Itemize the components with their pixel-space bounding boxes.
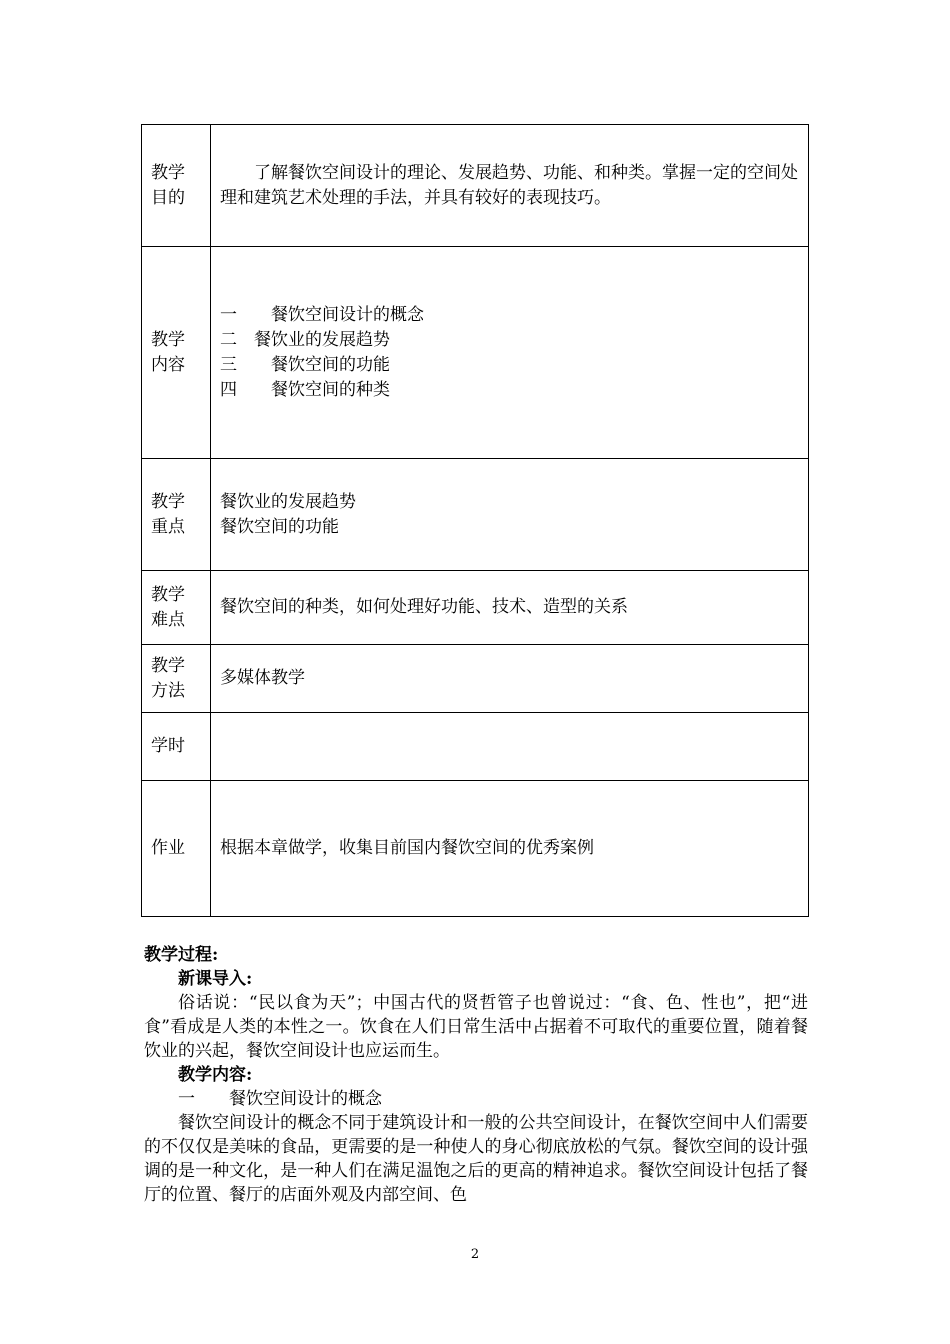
row-label: 学时: [142, 713, 211, 781]
row-content: 多媒体教学: [211, 645, 809, 713]
row-content: 一 餐饮空间设计的概念 二 餐饮业的发展趋势 三 餐饮空间的功能 四 餐饮空间的种类: [211, 247, 809, 459]
lesson-plan-table: [141, 124, 809, 917]
row-content: [211, 713, 809, 781]
teaching-process-section: [144, 943, 808, 1207]
item-title: 一 餐饮空间设计的概念: [178, 1089, 382, 1109]
table-row: [142, 781, 809, 917]
page-number: 2: [470, 1247, 480, 1262]
table-row: [142, 125, 809, 247]
table-row: [142, 459, 809, 571]
row-label: 教学方法: [142, 645, 211, 713]
item-paragraph: 餐饮空间设计的概念不同于建筑设计和一般的公共空间设计，在餐饮空间中人们需要的不仅仅是美味的食品，更需要的是一种使人的身心彻底放松的气氛。餐饮空间的设计强调的是一种文化，是一种人们在满足温饱之后的更高的精神追求。餐饮空间设计包括了餐厅的位置、餐厅的店面外观及内部空间、色: [144, 1113, 808, 1205]
intro-paragraph: 俗话说：“民以食为天”；中国古代的贤哲管子也曾说过：“食、色、性也”，把“进食”看成是人类的本性之一。饮食在人们日常生活中占据着不可取代的重要位置，随着餐饮业的兴起，餐饮空间设计也应运而生。: [144, 993, 808, 1061]
row-label: 教学重点: [142, 459, 211, 571]
table-row: [142, 247, 809, 459]
row-content: 根据本章做学，收集目前国内餐饮空间的优秀案例: [211, 781, 809, 917]
content-heading: 教学内容:: [178, 1065, 253, 1085]
row-label: 教学内容: [142, 247, 211, 459]
process-heading: 教学过程:: [144, 945, 219, 965]
table-row: [142, 713, 809, 781]
row-label: 教学难点: [142, 571, 211, 645]
row-content: 餐饮空间的种类，如何处理好功能、技术、造型的关系: [211, 571, 809, 645]
row-content: 了解餐饮空间设计的理论、发展趋势、功能、和种类。掌握一定的空间处理和建筑艺术处理的手法，并具有较好的表现技巧。: [211, 125, 809, 247]
row-label: 教学目的: [142, 125, 211, 247]
row-label: 作业: [142, 781, 211, 917]
row-content: 餐饮业的发展趋势 餐饮空间的功能: [211, 459, 809, 571]
intro-heading: 新课导入:: [178, 969, 253, 989]
table-row: [142, 645, 809, 713]
table-row: [142, 571, 809, 645]
